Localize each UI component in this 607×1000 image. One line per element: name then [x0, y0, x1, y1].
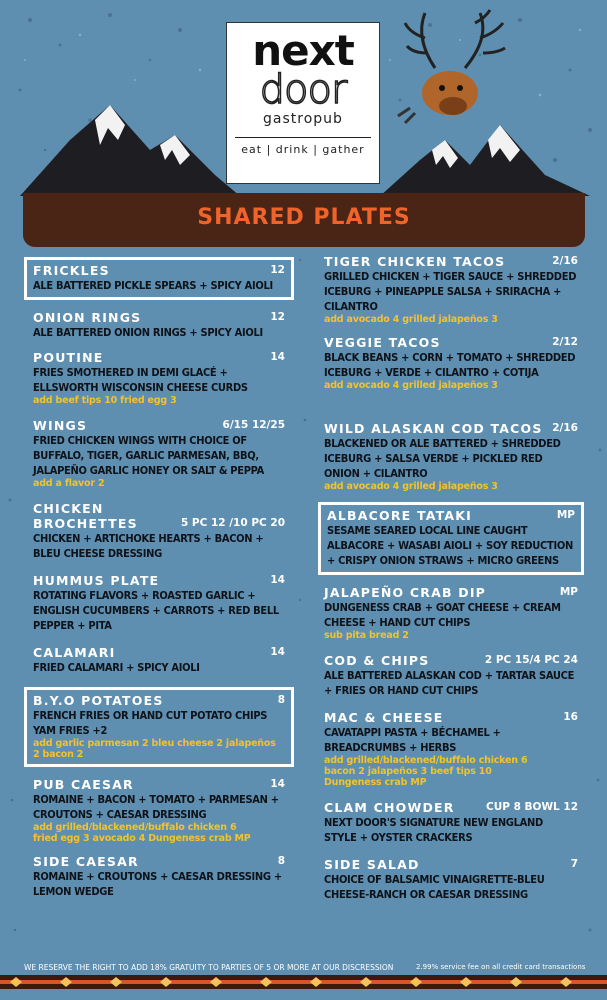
item-addon: add avocado 4 grilled jalapeños 3 — [324, 314, 498, 325]
item-description: FRIES SMOTHERED IN DEMI GLACÉ + ELLSWORTH WISCONSIN CHEESE CURDS — [33, 366, 248, 394]
item-addon: add avocado 4 grilled jalapeños 3 — [324, 380, 498, 391]
logo-next: next — [252, 26, 354, 75]
logo-tagline: eat | drink | gather — [235, 137, 371, 156]
item-price: 16 — [563, 711, 578, 723]
item-name: JALAPEÑO CRAB DIP — [324, 585, 487, 600]
item-price: 2 PC 15/4 PC 24 — [484, 654, 578, 666]
item-name: SIDE CAESAR — [33, 854, 139, 869]
item-description: ALE BATTERED ONION RINGS + SPICY AIOLI — [33, 326, 263, 339]
menu-item-calamari — [24, 645, 294, 675]
item-addon-2: bacon 2 jalapeños 3 beef tips 10 — [324, 766, 492, 777]
item-name: TIGER CHICKEN TACOS — [324, 254, 506, 269]
menu-item-jalapeno-crab-dip — [318, 585, 584, 641]
item-description: DUNGENESS CRAB + GOAT CHEESE + CREAM CHEESE + HAND CUT CHIPS — [324, 601, 561, 629]
item-description: FRENCH FRIES OR HAND CUT POTATO CHIPS YAM FRIES +2 — [33, 709, 268, 737]
item-name: CHICKEN BROCHETTES — [33, 501, 138, 531]
item-name: CALAMARI — [33, 645, 116, 660]
menu-item-cod-tacos — [318, 421, 584, 492]
section-title: SHARED PLATES — [197, 205, 411, 230]
item-description: ALE BATTERED ALASKAN COD + TARTAR SAUCE + FRIES OR HAND CUT CHIPS — [324, 669, 575, 697]
decorative-stripe — [0, 975, 607, 989]
service-fee-notice: 2.99% service fee on all credit card transactions — [416, 963, 586, 971]
item-name: B.Y.O POTATOES — [33, 693, 164, 708]
menu-item-chicken-brochettes — [24, 501, 294, 561]
item-name: ALBACORE TATAKI — [327, 508, 472, 523]
item-description: BLACKENED OR ALE BATTERED + SHREDDED ICEBURG + SALSA VERDE + PICKLED RED ONION + CILANTRO — [324, 437, 561, 480]
item-price: 12 — [270, 311, 285, 323]
item-addon: add a flavor 2 — [33, 478, 105, 489]
item-name: VEGGIE TACOS — [324, 335, 441, 350]
item-name: POUTINE — [33, 350, 104, 365]
item-addon: add avocado 4 grilled jalapeños 3 — [324, 481, 498, 492]
item-description: CHOICE OF BALSAMIC VINAIGRETTE-BLEU CHEESE-RANCH OR CAESAR DRESSING — [324, 873, 545, 901]
item-addon: add beef tips 10 fried egg 3 — [33, 395, 177, 406]
item-price: 6/15 12/25 — [222, 419, 285, 431]
item-description: NEXT DOOR'S SIGNATURE NEW ENGLAND STYLE + OYSTER CRACKERS — [324, 816, 543, 844]
menu-item-onion-rings — [24, 310, 294, 340]
item-price: 2/12 — [552, 336, 578, 348]
item-price: 5 PC 12 /10 PC 20 — [180, 517, 285, 529]
item-description: CAVATAPPI PASTA + BÉCHAMEL + BREADCRUMBS + HERBS — [324, 726, 501, 754]
item-addon: add garlic parmesan 2 bleu cheese 2 jalapeños 2 bacon 2 — [33, 738, 276, 760]
item-name: COD & CHIPS — [324, 653, 430, 668]
menu-item-veggie-tacos — [318, 335, 584, 391]
item-price: 14 — [270, 574, 285, 586]
item-addon: add grilled/blackened/buffalo chicken 6 — [33, 822, 237, 833]
item-name: PUB CAESAR — [33, 777, 134, 792]
item-name: CLAM CHOWDER — [324, 800, 455, 815]
menu-item-byo-potatoes — [24, 687, 294, 767]
item-name: MAC & CHEESE — [324, 710, 444, 725]
item-name: WILD ALASKAN COD TACOS — [324, 421, 543, 436]
menu-item-side-caesar — [24, 854, 294, 899]
item-price: 2/16 — [552, 255, 578, 267]
menu-item-poutine — [24, 350, 294, 406]
item-price: CUP 8 BOWL 12 — [485, 801, 578, 813]
item-name: HUMMUS PLATE — [33, 573, 160, 588]
logo — [226, 22, 380, 184]
item-price: 12 — [270, 264, 285, 276]
item-description: ALE BATTERED PICKLE SPEARS + SPICY AIOLI — [33, 279, 273, 292]
menu-item-mac-and-cheese — [318, 710, 584, 788]
item-price: 7 — [570, 858, 578, 870]
item-price: MP — [559, 586, 578, 598]
menu-item-tiger-chicken-tacos — [318, 254, 584, 325]
logo-door: door — [259, 67, 347, 113]
menu-item-cod-and-chips — [318, 653, 584, 698]
item-price: 14 — [270, 778, 285, 790]
logo-subtitle: gastropub — [263, 111, 343, 127]
item-description: GRILLED CHICKEN + TIGER SAUCE + SHREDDED ICEBURG + PINEAPPLE SALSA + SRIRACHA + CILANTRO — [324, 270, 577, 313]
item-name: FRICKLES — [33, 263, 110, 278]
header — [0, 0, 607, 250]
item-description: ROMAINE + BACON + TOMATO + PARMESAN + CROUTONS + CAESAR DRESSING — [33, 793, 279, 821]
menu-item-hummus-plate — [24, 573, 294, 633]
left-menu-column — [24, 257, 294, 899]
item-price: 8 — [277, 694, 285, 706]
item-description: ROTATING FLAVORS + ROASTED GARLIC + ENGLISH CUCUMBERS + CARROTS + RED BELL PEPPER + PITA — [33, 589, 279, 632]
menu-item-side-salad — [318, 857, 584, 902]
item-addon-3: Dungeness crab MP — [324, 777, 427, 788]
moose-mascot-icon — [395, 8, 515, 128]
menu-item-wings — [24, 418, 294, 489]
menu-item-pub-caesar — [24, 777, 294, 844]
item-addon: add grilled/blackened/buffalo chicken 6 — [324, 755, 528, 766]
item-addon-2: fried egg 3 avocado 4 Dungeness crab MP — [33, 833, 251, 844]
menu-item-frickles — [24, 257, 294, 300]
item-price: 14 — [270, 351, 285, 363]
item-price: 2/16 — [552, 422, 578, 434]
item-name: SIDE SALAD — [324, 857, 420, 872]
item-name: ONION RINGS — [33, 310, 142, 325]
item-description: FRIED CALAMARI + SPICY AIOLI — [33, 661, 200, 674]
right-menu-column — [318, 254, 584, 902]
menu-item-albacore-tataki — [318, 502, 584, 575]
item-description: FRIED CHICKEN WINGS WITH CHOICE OF BUFFALO, TIGER, GARLIC PARMESAN, BBQ, JALAPEÑO GARLIC HONEY OR SALT & PEPPA — [33, 434, 264, 477]
item-description: BLACK BEANS + CORN + TOMATO + SHREDDED ICEBURG + VERDE + CILANTRO + COTIJA — [324, 351, 576, 379]
item-description: CHICKEN + ARTICHOKE HEARTS + BACON + BLEU CHEESE DRESSING — [33, 532, 264, 560]
item-description: SESAME SEARED LOCAL LINE CAUGHT ALBACORE + WASABI AIOLI + SOY REDUCTION + CRISPY ONION STRAWS + MICRO GREENS — [327, 524, 573, 567]
item-description: ROMAINE + CROUTONS + CAESAR DRESSING + LEMON WEDGE — [33, 870, 282, 898]
item-name: WINGS — [33, 418, 88, 433]
item-price: 14 — [270, 646, 285, 658]
item-addon: sub pita bread 2 — [324, 630, 409, 641]
section-banner — [23, 193, 585, 247]
item-price: 8 — [277, 855, 285, 867]
gratuity-notice: WE RESERVE THE RIGHT TO ADD 18% GRATUITY TO PARTIES OF 5 OR MORE AT OUR DISCRESSION — [24, 963, 394, 972]
menu-item-clam-chowder — [318, 800, 584, 845]
item-price: MP — [556, 509, 575, 521]
